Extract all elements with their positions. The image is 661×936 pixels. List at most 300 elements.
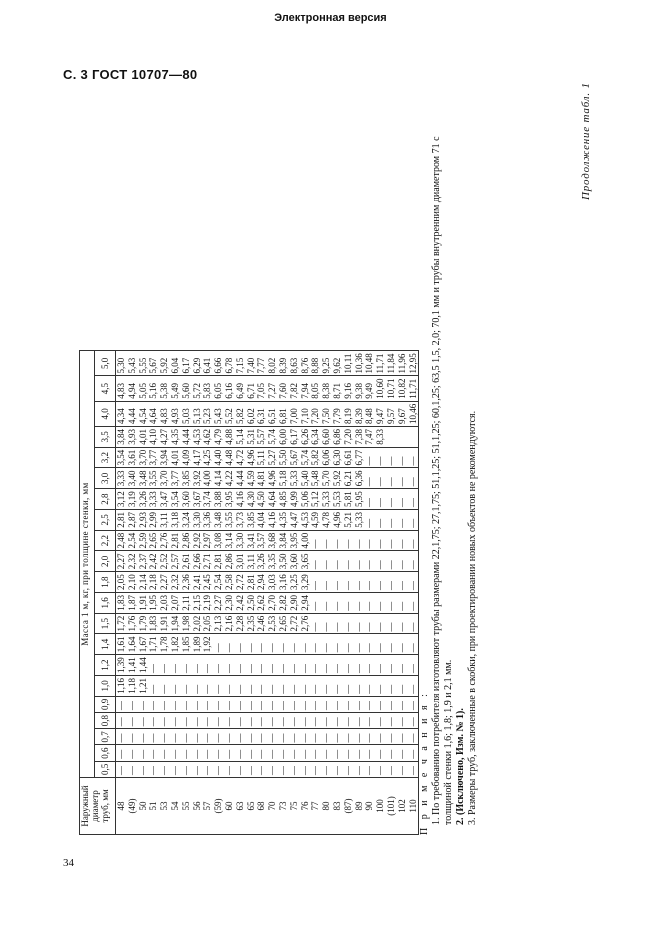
table-cell: — — [332, 745, 343, 761]
table-row — [386, 351, 397, 835]
table-cell: 4,81 — [256, 468, 267, 489]
table-cell: 3,33 — [148, 489, 159, 510]
table-cell: 2,90 — [289, 593, 300, 614]
row-diameter: 100 — [375, 778, 386, 835]
row-diameter: (49) — [127, 778, 138, 835]
table-cell: — — [256, 729, 267, 745]
row-diameter: 57 — [202, 778, 213, 835]
table-cell: 2,93 — [138, 510, 149, 531]
table-cell: — — [224, 634, 235, 655]
table-cell: — — [159, 713, 170, 729]
column-header-thickness: 3,0 — [95, 468, 116, 489]
table-cell: 5,83 — [202, 376, 213, 401]
table-cell: — — [148, 761, 159, 777]
table-cell: — — [408, 468, 419, 489]
table-cell: 3,67 — [192, 489, 203, 510]
table-cell: — — [408, 613, 419, 634]
table-cell: — — [138, 745, 149, 761]
table-cell: — — [364, 676, 375, 697]
row-diameter: 102 — [397, 778, 408, 835]
table-cell: 4,16 — [267, 510, 278, 531]
table-cell: 8,39 — [278, 351, 289, 376]
table-cell: 2,42 — [148, 551, 159, 572]
row-diameter: 56 — [192, 778, 203, 835]
table-cell: 2,45 — [202, 572, 213, 593]
table-cell: — — [202, 761, 213, 777]
table-cell: — — [246, 761, 257, 777]
table-cell: — — [397, 593, 408, 614]
table-cell: — — [332, 761, 343, 777]
table-cell: 2,05 — [202, 613, 213, 634]
table-cell: 9,62 — [332, 351, 343, 376]
table-cell: 4,99 — [289, 489, 300, 510]
table-cell: — — [235, 713, 246, 729]
column-header-thickness: 1,5 — [95, 613, 116, 634]
table-cell: — — [386, 510, 397, 531]
table-cell: — — [386, 713, 397, 729]
table-cell: 2,32 — [127, 551, 138, 572]
table-cell: 5,06 — [300, 489, 311, 510]
table-cell: — — [148, 745, 159, 761]
table-cell: 4,01 — [170, 447, 181, 468]
table-cell: — — [321, 551, 332, 572]
table-cell: 7,94 — [300, 376, 311, 401]
table-cell: 5,33 — [354, 510, 365, 531]
table-cell: 3,65 — [300, 551, 311, 572]
table-cell: 1,98 — [181, 613, 192, 634]
note-1: 1. По требованию потребителя изготовляют трубы размерами 22,1,75; 27,1,75; 51,1,25; 51,1,25; 60,1,25; 63,5 1,5, 2,0; 70,1 мм и трубы внутренним диаметром 71 с толщиной стенки 1,6; 1,8; 1,9 и 2,1 мм. — [431, 136, 454, 825]
table-cell: 2,57 — [170, 551, 181, 572]
table-cell: — — [289, 655, 300, 676]
table-cell: 6,26 — [300, 427, 311, 448]
table-cell: — — [116, 729, 127, 745]
row-diameter: 110 — [408, 778, 419, 835]
table-cell: — — [289, 713, 300, 729]
table-cell: 3,73 — [235, 510, 246, 531]
column-header-thickness: 4,5 — [95, 376, 116, 401]
table-cell: — — [289, 729, 300, 745]
table-cell: — — [364, 696, 375, 712]
table-cell: — — [267, 745, 278, 761]
table-cell: 8,02 — [267, 351, 278, 376]
table-cell: 5,82 — [310, 447, 321, 468]
table-cell: 7,47 — [364, 427, 375, 448]
table-cell: 2,27 — [159, 572, 170, 593]
table-row — [364, 351, 375, 835]
table-cell: 5,16 — [148, 376, 159, 401]
row-diameter: 77 — [310, 778, 321, 835]
column-header-diameter: Наружный диаметр труб, мм — [80, 778, 116, 835]
table-cell: 5,48 — [310, 468, 321, 489]
note-3: 3. Размеры труб, заключенные в скобки, при проектировании новых объектов не рекомендуются. — [467, 410, 478, 825]
table-cell: 2,94 — [300, 593, 311, 614]
table-cell: — — [235, 634, 246, 655]
table-cell: 2,41 — [192, 572, 203, 593]
table-cell: 7,20 — [310, 401, 321, 426]
table-cell: 4,00 — [300, 530, 311, 551]
table-cell: 6,06 — [321, 447, 332, 468]
column-header-thickness: 2,8 — [95, 489, 116, 510]
table-row — [148, 351, 159, 835]
table-cell: — — [364, 551, 375, 572]
row-diameter: 73 — [278, 778, 289, 835]
table-cell: 3,95 — [289, 530, 300, 551]
table-cell: — — [138, 729, 149, 745]
table-cell: 3,61 — [127, 447, 138, 468]
table-cell: — — [159, 745, 170, 761]
table-cell: — — [354, 634, 365, 655]
table-cell: 6,71 — [246, 376, 257, 401]
note-2: 2. (Исключено, Изм. № 1). — [455, 708, 466, 825]
column-header-thickness: 2,0 — [95, 551, 116, 572]
table-cell: — — [310, 530, 321, 551]
table-cell: 9,57 — [386, 401, 397, 426]
table-cell: 3,25 — [289, 572, 300, 593]
table-cell: — — [278, 696, 289, 712]
table-cell: 3,11 — [246, 551, 257, 572]
table-cell: 8,39 — [354, 401, 365, 426]
table-cell: — — [213, 655, 224, 676]
table-cell: 5,31 — [246, 427, 257, 448]
table-cell: 3,29 — [300, 572, 311, 593]
table-cell: — — [267, 634, 278, 655]
document-code: С. 3 ГОСТ 10707—80 — [63, 67, 198, 82]
table-cell: — — [343, 745, 354, 761]
table-row — [181, 351, 192, 835]
table-cell: — — [321, 593, 332, 614]
table-cell: 12,95 — [408, 351, 419, 376]
table-cell: — — [278, 676, 289, 697]
table-cell: 2,58 — [224, 572, 235, 593]
table-cell: 2,16 — [224, 613, 235, 634]
table-cell: — — [310, 655, 321, 676]
table-cell: — — [375, 676, 386, 697]
table-cell: — — [289, 745, 300, 761]
table-cell: — — [278, 745, 289, 761]
table-cell: 11,71 — [375, 351, 386, 376]
table-cell: — — [170, 761, 181, 777]
table-cell: — — [202, 713, 213, 729]
table-cell: 5,52 — [224, 401, 235, 426]
table-cell: — — [321, 761, 332, 777]
table-cell: 3,41 — [246, 530, 257, 551]
table-cell: 4,14 — [213, 468, 224, 489]
table-cell: — — [224, 761, 235, 777]
table-cell: 3,16 — [278, 572, 289, 593]
table-cell: 5,13 — [192, 401, 203, 426]
column-header-thickness: 2,5 — [95, 510, 116, 531]
table-cell: 3,92 — [192, 468, 203, 489]
table-cell: — — [343, 729, 354, 745]
table-cell: 4,72 — [235, 447, 246, 468]
table-cell: — — [310, 551, 321, 572]
table-cell: — — [408, 696, 419, 712]
table-cell: 1,76 — [127, 613, 138, 634]
table-cell: 10,11 — [343, 351, 354, 376]
column-header-thickness: 2,2 — [95, 530, 116, 551]
table-cell: — — [343, 572, 354, 593]
table-cell: — — [213, 729, 224, 745]
table-cell: 2,18 — [148, 572, 159, 593]
table-cell: 4,83 — [116, 376, 127, 401]
table-cell: — — [192, 729, 203, 745]
table-cell: 5,55 — [138, 351, 149, 376]
table-cell: — — [408, 572, 419, 593]
table-cell: — — [364, 593, 375, 614]
table-cell: — — [300, 745, 311, 761]
table-cell: — — [386, 489, 397, 510]
table-cell: — — [310, 634, 321, 655]
table-cell: — — [397, 551, 408, 572]
table-cell: — — [364, 613, 375, 634]
table-cell: 2,65 — [278, 613, 289, 634]
table-cell: 3,55 — [224, 510, 235, 531]
table-cell: 2,81 — [213, 551, 224, 572]
table-cell: — — [364, 530, 375, 551]
table-cell: — — [127, 761, 138, 777]
table-cell: 3,60 — [181, 489, 192, 510]
table-cell: — — [300, 676, 311, 697]
table-cell: 2,48 — [116, 530, 127, 551]
table-cell: — — [256, 713, 267, 729]
table-cell: — — [354, 655, 365, 676]
table-cell: — — [386, 447, 397, 468]
table-cell: 4,35 — [170, 427, 181, 448]
table-row — [235, 351, 246, 835]
table-cell: 6,00 — [278, 427, 289, 448]
table-cell: — — [159, 676, 170, 697]
table-cell: 3,35 — [267, 551, 278, 572]
table-row — [343, 351, 354, 835]
table-cell: 7,79 — [332, 401, 343, 426]
table-cell: — — [278, 634, 289, 655]
table-cell: 3,60 — [289, 551, 300, 572]
table-cell: 1,39 — [116, 655, 127, 676]
table-cell: — — [267, 761, 278, 777]
table-cell: 7,15 — [235, 351, 246, 376]
table-row — [202, 351, 213, 835]
table-cell: — — [343, 676, 354, 697]
table-cell: — — [267, 696, 278, 712]
table-cell: 10,71 — [386, 376, 397, 401]
table-cell: — — [181, 761, 192, 777]
table-cell: 4,59 — [310, 510, 321, 531]
table-cell: 5,82 — [235, 401, 246, 426]
table-cell: — — [375, 510, 386, 531]
table-cell: — — [224, 745, 235, 761]
table-cell: 10,60 — [375, 376, 386, 401]
table-cell: — — [343, 634, 354, 655]
table-cell: — — [332, 572, 343, 593]
table-cell: 7,40 — [246, 351, 257, 376]
table-cell: 4,62 — [202, 427, 213, 448]
table-cell: 7,50 — [321, 401, 332, 426]
table-cell: — — [408, 489, 419, 510]
table-cell: — — [386, 745, 397, 761]
table-cell: — — [408, 655, 419, 676]
table-cell: 2,27 — [213, 593, 224, 614]
table-cell: 6,61 — [343, 447, 354, 468]
table-cell: 2,32 — [170, 572, 181, 593]
row-diameter: 80 — [321, 778, 332, 835]
table-cell: 2,99 — [148, 510, 159, 531]
row-diameter: 54 — [170, 778, 181, 835]
table-cell: — — [116, 713, 127, 729]
table-cell: — — [246, 713, 257, 729]
table-cell: — — [354, 713, 365, 729]
table-cell: — — [148, 655, 159, 676]
table-continuation-label: Продолжение табл. 1 — [580, 82, 592, 200]
table-cell: — — [235, 745, 246, 761]
table-cell: 3,47 — [159, 489, 170, 510]
table-cell: 5,49 — [170, 376, 181, 401]
table-cell: — — [181, 745, 192, 761]
table-cell: — — [246, 634, 257, 655]
table-cell: 3,48 — [213, 510, 224, 531]
column-header-thickness: 0,6 — [95, 745, 116, 761]
table-cell: 5,05 — [138, 376, 149, 401]
table-cell: — — [310, 676, 321, 697]
table-cell: 3,84 — [278, 530, 289, 551]
table-cell: — — [300, 696, 311, 712]
table-cell: — — [408, 551, 419, 572]
table-cell: 3,30 — [235, 530, 246, 551]
table-cell: — — [397, 761, 408, 777]
table-cell: — — [408, 713, 419, 729]
table-cell: 4,83 — [159, 401, 170, 426]
table-cell: — — [310, 729, 321, 745]
row-diameter: (101) — [386, 778, 397, 835]
table-cell: — — [127, 713, 138, 729]
table-cell: — — [375, 713, 386, 729]
table-cell: — — [246, 696, 257, 712]
row-diameter: 55 — [181, 778, 192, 835]
table-cell: 2,10 — [127, 572, 138, 593]
table-cell: — — [332, 713, 343, 729]
table-cell: 7,82 — [289, 376, 300, 401]
table-cell: — — [224, 655, 235, 676]
table-cell: — — [246, 745, 257, 761]
table-cell: — — [321, 729, 332, 745]
table-cell: 3,19 — [127, 489, 138, 510]
table-cell: 11,71 — [408, 376, 419, 401]
table-cell: — — [375, 613, 386, 634]
table-cell: — — [321, 745, 332, 761]
table-cell: 5,74 — [300, 447, 311, 468]
table-cell: 2,87 — [127, 510, 138, 531]
table-cell: — — [192, 745, 203, 761]
table-cell: — — [278, 761, 289, 777]
table-cell: 6,05 — [213, 376, 224, 401]
table-row — [138, 351, 149, 835]
table-cell: — — [386, 468, 397, 489]
table-cell: 1,67 — [138, 634, 149, 655]
table-cell: 2,97 — [202, 530, 213, 551]
table-cell: — — [159, 696, 170, 712]
table-cell: 3,33 — [116, 468, 127, 489]
table-cell: 3,48 — [138, 468, 149, 489]
table-cell: 3,12 — [116, 489, 127, 510]
table-cell: 2,02 — [192, 613, 203, 634]
table-cell: 5,50 — [278, 447, 289, 468]
table-cell: 5,67 — [289, 447, 300, 468]
table-cell: — — [343, 655, 354, 676]
table-cell: — — [235, 676, 246, 697]
table-cell: — — [375, 761, 386, 777]
table-cell: — — [321, 613, 332, 634]
row-diameter: 90 — [364, 778, 375, 835]
table-cell: 4,54 — [138, 401, 149, 426]
table-cell: 4,22 — [224, 468, 235, 489]
row-diameter: 76 — [300, 778, 311, 835]
table-row — [256, 351, 267, 835]
table-cell: — — [278, 713, 289, 729]
table-cell: 5,53 — [332, 489, 343, 510]
table-cell: — — [138, 696, 149, 712]
table-cell: — — [181, 729, 192, 745]
column-header-thickness: 1,0 — [95, 676, 116, 697]
table-cell: 6,78 — [224, 351, 235, 376]
table-cell — [408, 427, 419, 448]
table-cell: — — [310, 761, 321, 777]
column-header-thickness: 0,5 — [95, 761, 116, 777]
table-cell: — — [332, 729, 343, 745]
table-cell: 3,36 — [202, 510, 213, 531]
table-cell: — — [397, 572, 408, 593]
table-cell: — — [343, 593, 354, 614]
table-cell: 3,26 — [138, 489, 149, 510]
table-row — [397, 351, 408, 835]
column-header-thickness: 1,4 — [95, 634, 116, 655]
table-cell: — — [354, 551, 365, 572]
row-diameter: 50 — [138, 778, 149, 835]
table-cell: — — [300, 634, 311, 655]
table-cell: — — [138, 761, 149, 777]
table-cell: — — [224, 696, 235, 712]
table-cell: — — [397, 447, 408, 468]
table-row — [213, 351, 224, 835]
table-cell: — — [202, 729, 213, 745]
table-cell: — — [343, 613, 354, 634]
table-cell: 4,50 — [256, 489, 267, 510]
table-cell: 3,77 — [170, 468, 181, 489]
table-cell: 5,70 — [321, 468, 332, 489]
table-cell: 6,41 — [202, 351, 213, 376]
table-cell: — — [397, 468, 408, 489]
table-cell: — — [397, 655, 408, 676]
table-cell: 3,03 — [267, 572, 278, 593]
table-cell: — — [332, 530, 343, 551]
table-cell: — — [213, 745, 224, 761]
table-cell: 4,09 — [181, 447, 192, 468]
table-cell: — — [256, 676, 267, 697]
table-cell: 2,19 — [202, 593, 213, 614]
table-cell: 2,92 — [192, 530, 203, 551]
table-cell: 8,19 — [343, 401, 354, 426]
table-cell: 6,17 — [181, 351, 192, 376]
table-cell: 6,66 — [213, 351, 224, 376]
column-header-thickness: 0,7 — [95, 729, 116, 745]
table-cell: 4,04 — [256, 510, 267, 531]
table-cell: — — [278, 729, 289, 745]
table-cell: — — [408, 745, 419, 761]
table-cell: 3,94 — [159, 447, 170, 468]
table-cell: — — [386, 530, 397, 551]
table-cell: 1,18 — [127, 676, 138, 697]
table-cell: 2,15 — [192, 593, 203, 614]
table-cell: 10,36 — [354, 351, 365, 376]
table-cell: 3,30 — [192, 510, 203, 531]
